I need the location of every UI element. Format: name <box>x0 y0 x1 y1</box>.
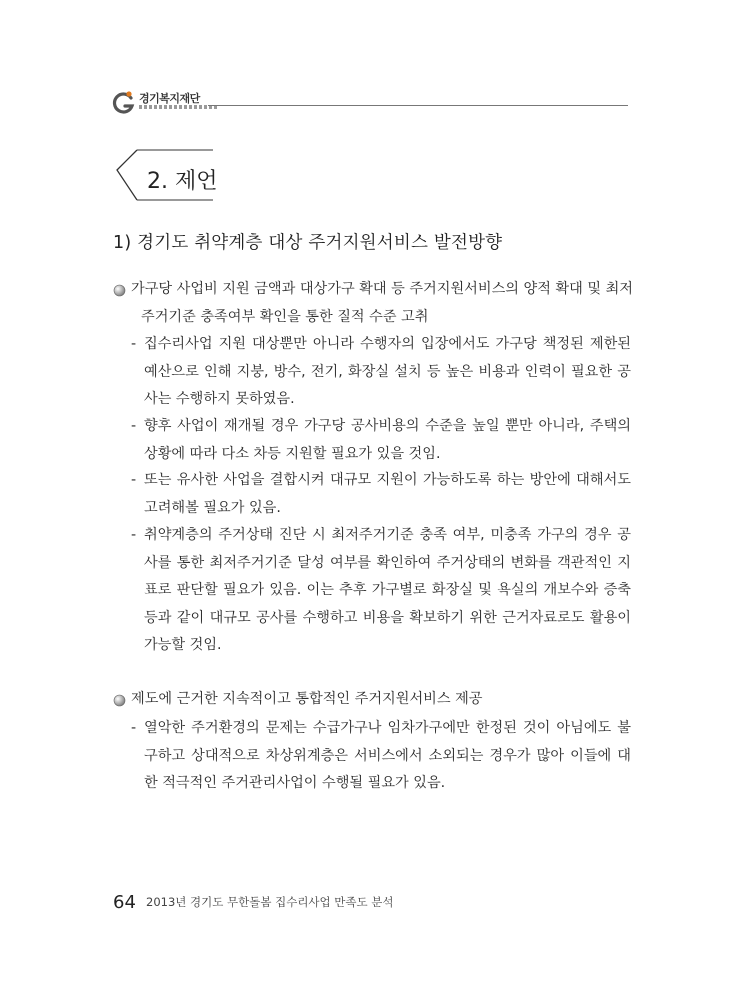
section-heading <box>113 148 373 202</box>
sphere-bullet-icon <box>113 694 126 707</box>
list-item-text: 집수리사업 지원 대상뿐만 아니라 수행자의 입장에서도 가구당 책정된 제한된 예산으로 인해 지붕, 방수, 전기, 화장실 설치 등 높은 비용과 인력이 필요한 공사는 수행하지 못하였음. <box>144 336 631 407</box>
list-item <box>131 715 631 798</box>
list-item-text: 또는 유사한 사업을 결합시켜 대규모 지원이 가능하도록 하는 방안에 대해서도 고려해볼 필요가 있음. <box>144 472 631 516</box>
sphere-bullet-icon <box>113 284 126 297</box>
dash-marker: - <box>131 472 137 488</box>
list-item-text: 열악한 주거환경의 문제는 수급가구나 임차가구에만 한정된 것이 아님에도 불구하고 상대적으로 차상위계층은 서비스에서 소외되는 경우가 많아 이들에 대한 적극적인 주거관리사업이 수행될 필요가 있음. <box>144 720 631 791</box>
dash-marker: - <box>131 418 137 434</box>
org-name-english-decoration <box>139 105 219 109</box>
bullet-2 <box>113 686 633 714</box>
page-header <box>112 88 628 122</box>
bullet-1 <box>113 276 633 331</box>
list-item <box>131 413 631 468</box>
list-item <box>131 331 631 414</box>
org-logo-icon <box>112 90 136 114</box>
list-item-text: 향후 사업이 재개될 경우 가구당 공사비용의 수준을 높일 뿐만 아니라, 주택의 상황에 따라 다소 차등 지원할 필요가 있을 것임. <box>144 418 631 462</box>
dash-marker: - <box>131 527 137 543</box>
page-footer <box>113 892 394 913</box>
dash-marker: - <box>131 720 137 736</box>
dash-marker: - <box>131 336 137 352</box>
report-title: 2013년 경기도 무한돌봄 집수리사업 만족도 분석 <box>146 895 394 909</box>
list-item <box>131 522 631 660</box>
header-divider <box>208 105 628 106</box>
bullet-text: 가구당 사업비 지원 금액과 대상가구 확대 등 주거지원서비스의 양적 확대 및 최저주거기준 충족여부 확인을 통한 질적 수준 고취 <box>131 281 633 325</box>
section-title: 2. 제언 <box>147 169 218 194</box>
subsection-title: 1) 경기도 취약계층 대상 주거지원서비스 발전방향 <box>113 233 503 253</box>
list-item <box>131 467 631 522</box>
page-number: 64 <box>113 892 136 913</box>
list-item-text: 취약계층의 주거상태 진단 시 최저주거기준 충족 여부, 미충족 가구의 경우 공사를 통한 최저주거기준 달성 여부를 확인하여 주거상태의 변화를 객관적인 지표로 판단할 필요가 있음. 이는 추후 가구별로 화장실 및 욕실의 개보수와 증축 등과 같이 대규모 공사를 수행하고 비용을 확보하기 위한 근거자료로도 활용이 가능할 것임. <box>144 527 631 653</box>
org-name: 경기복지재단 <box>139 92 200 105</box>
bullet-text: 제도에 근거한 지속적이고 통합적인 주거지원서비스 제공 <box>131 691 483 707</box>
